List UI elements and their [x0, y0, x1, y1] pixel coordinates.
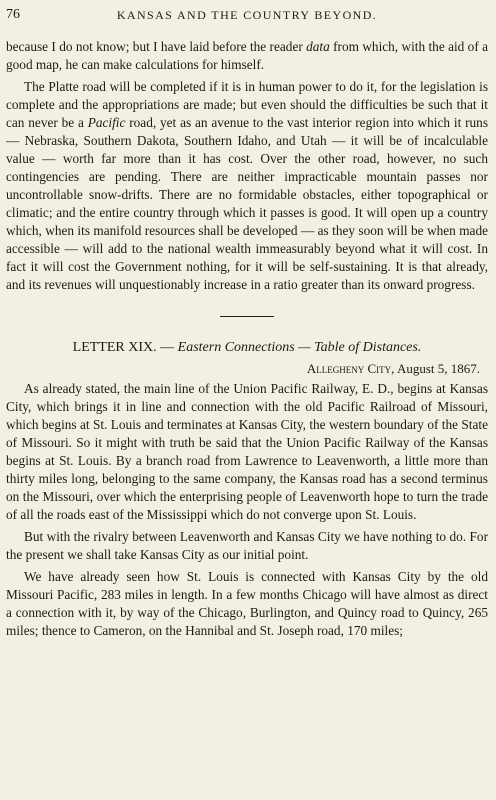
italic-term-data: data [306, 39, 330, 54]
platte-road-paragraph [6, 78, 488, 294]
section-divider [220, 316, 274, 317]
letter-paragraph-3: We have already seen how St. Louis is connected with Kansas City by the old Missouri Pacific, 283 miles in length. In a few months Chicago will have almost as direct a connection with it, by way of the Chicago, Burlington, and Quincy road to Quincy, 265 miles; thence to Cameron, on the Hannibal and St. Joseph road, 170 miles; [6, 569, 488, 638]
page-number: 76 [6, 7, 20, 22]
running-head [6, 4, 488, 26]
body-text [6, 38, 488, 640]
letter-subtitle: Eastern Connections — Table of Distances. [177, 340, 422, 355]
letter-heading [6, 339, 488, 357]
continued-paragraph [6, 38, 488, 74]
running-title: KANSAS AND THE COUNTRY BEYOND. [116, 8, 378, 22]
dateline-place: Allegheny City, [306, 361, 395, 376]
paragraph-text: from which, with the aid of a good map, he can make calculations for himself. [6, 39, 488, 72]
letter-number: LETTER XIX. [72, 340, 157, 355]
letter-paragraph-2: But with the rivalry between Leavenworth and Kansas City we have nothing to do. For the present we shall take Kansas City as our initial point. [6, 529, 488, 562]
paragraph-text: because I do not know; but I have laid before the reader [6, 39, 307, 54]
dateline [6, 360, 488, 378]
paragraph-text: road, yet as an avenue to the vast interior region into which it runs — Nebraska, Southern Dakota, Southern Idaho, and Utah — it will be of incalculable value — worth far more than it has cost. Over the other road, however, no such contingencies are pending. There are neither impracticable mountain passes nor uncontrollable snow-drifts. There are no formidable obstacles, either topographical or climatic; and the entire country through which it passes is good. It will open up a country which, when its manifold resources shall be developed — as they soon will be when made accessible — will add to the national wealth immeasurably beyond what it will cost. In fact it will cost the Government nothing, for it will be self-sustaining. It is that already, and its revenues will unquestionably increase in a ratio greater than its onward progress. [6, 115, 488, 292]
paragraph-text: The Platte road will be completed if it is in human power to do it, for the legislation is complete and the appropriations are made; but even should the difficulties be such that it can never be a [6, 79, 488, 130]
italic-term-pacific: Pacific [87, 115, 126, 130]
dateline-date: August 5, 1867. [394, 361, 480, 376]
letter-heading-dash: — [156, 340, 178, 355]
letter-paragraph-1: As already stated, the main line of the Union Pacific Railway, E. D., begins at Kansas City, which brings it in line and connection with the old Pacific Railroad of Missouri, which begins at St. Louis and terminates at Kansas City, the western boundary of the State of Missouri. So it might with truth be said that the Union Pacific Railway of the Kansas begins at St. Louis. By a branch road from Lawrence to Leavenworth, a little more than thirty miles long, belonging to the same company, the Kansas road has a second terminus on the Missouri, over which the enterprising people of Leavenworth hope to turn the trade of all the roads east of the Mississippi which do not converge upon St. Louis. [6, 381, 488, 522]
